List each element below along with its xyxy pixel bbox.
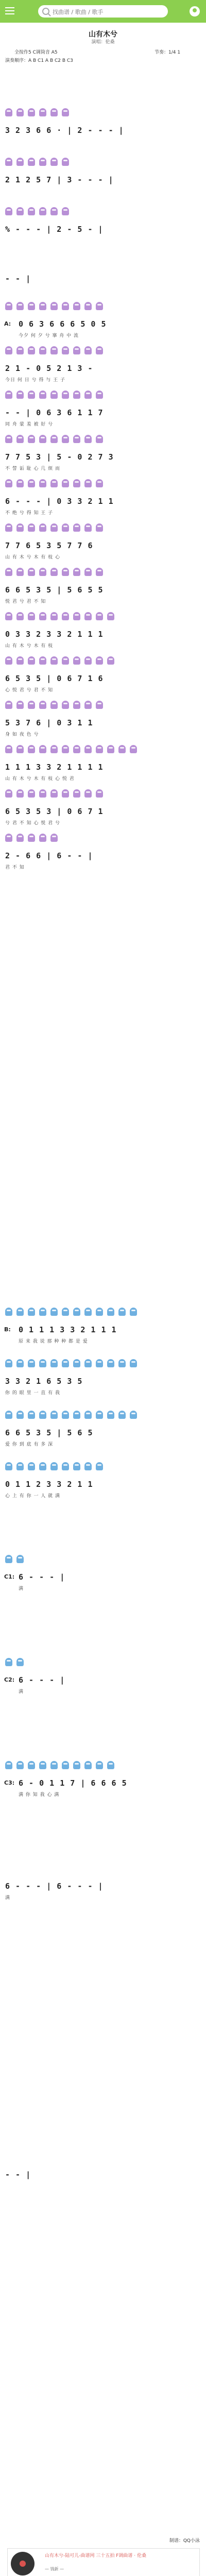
fingering-diagram-icon — [28, 1761, 35, 1769]
fingering-diagram-icon — [39, 789, 46, 798]
fingering-diagram-icon — [16, 1555, 24, 1563]
notation-line: 3 3 2 1 6 5 3 5 — [5, 1377, 83, 1386]
fingering-diagram-icon — [16, 834, 24, 842]
fingering-diagram-icon — [73, 1359, 80, 1367]
fingering-diagram-icon — [16, 479, 24, 487]
fingering-diagram-icon — [16, 612, 24, 620]
fingering-diagram-icon — [5, 207, 12, 215]
fingering-diagram-icon — [28, 1411, 35, 1419]
fingering-diagram-icon — [50, 568, 58, 576]
lyric-line: 山 有 木 兮 木 有 枝 — [5, 643, 54, 649]
notation-line: 6 - - - | 0 3 3 2 1 1 — [5, 497, 114, 506]
fingering-diagram-icon — [28, 745, 35, 753]
fingering-diagram-icon — [28, 701, 35, 709]
fingering-diagram-icon — [28, 523, 35, 532]
fingering-row — [5, 1359, 141, 1367]
song-composer: 演唱：伦桑 — [91, 40, 115, 45]
fingering-diagram-icon — [50, 701, 58, 709]
fingering-diagram-icon — [84, 391, 92, 399]
lyric-line: 兮 君 不 知 心 悦 君 兮 — [5, 821, 61, 826]
lyric-line: 满 — [19, 1689, 24, 1694]
fingering-diagram-icon — [96, 302, 103, 310]
fingering-diagram-icon — [39, 302, 46, 310]
fingering-diagram-icon — [62, 1411, 69, 1419]
fingering-diagram-icon — [16, 346, 24, 354]
fingering-diagram-icon — [50, 1761, 58, 1769]
fingering-diagram-icon — [39, 1308, 46, 1316]
fingering-diagram-icon — [84, 1761, 92, 1769]
lyric-line: 满 — [19, 1586, 24, 1591]
fingering-diagram-icon — [5, 701, 12, 709]
notation-line: 6 - - - | — [19, 1572, 65, 1582]
notation-line: 0 6 3 6 6 6 5 0 5 — [19, 319, 107, 329]
notation-line: 1 1 1 3 3 2 1 1 1 1 — [5, 762, 104, 772]
notation-line: 6 6 5 3 5 | 5 6 5 — [5, 1428, 93, 1437]
fingering-diagram-icon — [107, 1761, 114, 1769]
fingering-diagram-icon — [50, 1462, 58, 1470]
fingering-diagram-icon — [62, 1462, 69, 1470]
fingering-diagram-icon — [84, 745, 92, 753]
fingering-diagram-icon — [84, 1462, 92, 1470]
fingering-diagram-icon — [50, 435, 58, 443]
notation-line: 0 1 1 1 3 3 2 1 1 1 — [19, 1325, 117, 1334]
notation-line: 6 5 3 5 3 | 0 6 7 1 — [5, 807, 104, 816]
fingering-diagram-icon — [5, 523, 12, 532]
fingering-diagram-icon — [50, 745, 58, 753]
fingering-diagram-icon — [5, 745, 12, 753]
fingering-diagram-icon — [84, 656, 92, 665]
fingering-diagram-icon — [62, 789, 69, 798]
top-bar — [0, 0, 206, 23]
lyric-line: 山 有 木 兮 木 有 枝 心 — [5, 555, 61, 560]
music-player[interactable] — [7, 2548, 200, 2576]
notation-line: 6 6 5 3 5 | 5 6 5 5 — [5, 585, 104, 595]
fingering-diagram-icon — [62, 745, 69, 753]
fingering-diagram-icon — [73, 789, 80, 798]
fingering-diagram-icon — [39, 568, 46, 576]
fingering-diagram-icon — [16, 1761, 24, 1769]
notation-line: 2 1 - 0 5 2 1 3 - — [5, 364, 93, 373]
notation-line: 3 2 3 6 6 · | 2 - - - | — [5, 126, 124, 135]
fingering-diagram-icon — [5, 346, 12, 354]
fingering-diagram-icon — [84, 612, 92, 620]
fingering-diagram-icon — [16, 158, 24, 166]
fingering-row — [5, 523, 107, 532]
fingering-diagram-icon — [130, 745, 137, 753]
fingering-diagram-icon — [73, 1411, 80, 1419]
fingering-row — [5, 701, 107, 709]
fingering-diagram-icon — [28, 656, 35, 665]
fingering-diagram-icon — [5, 656, 12, 665]
fingering-diagram-icon — [16, 789, 24, 798]
lyric-line: 身 如 夜 色 兮 — [5, 732, 39, 737]
fingering-diagram-icon — [62, 612, 69, 620]
fingering-diagram-icon — [16, 523, 24, 532]
fingering-diagram-icon — [16, 108, 24, 116]
fingering-diagram-icon — [96, 1359, 103, 1367]
fingering-diagram-icon — [5, 435, 12, 443]
fingering-diagram-icon — [50, 1308, 58, 1316]
fingering-row — [5, 346, 107, 354]
fingering-diagram-icon — [73, 523, 80, 532]
notation-line: 0 3 3 2 3 3 2 1 1 1 — [5, 630, 104, 639]
fingering-row — [5, 1658, 28, 1666]
fingering-diagram-icon — [73, 1761, 80, 1769]
fingering-row — [5, 745, 141, 753]
fingering-diagram-icon — [62, 346, 69, 354]
fingering-diagram-icon — [39, 834, 46, 842]
fingering-diagram-icon — [16, 568, 24, 576]
fingering-diagram-icon — [118, 1308, 126, 1316]
rehearsal-mark: A: — [4, 320, 11, 327]
fingering-row — [5, 207, 73, 215]
fingering-diagram-icon — [39, 656, 46, 665]
fingering-diagram-icon — [73, 701, 80, 709]
notation-line: 7 7 6 5 3 5 7 7 6 — [5, 541, 93, 550]
notation-line: 6 - 0 1 1 7 | 6 6 6 5 — [19, 1778, 127, 1788]
user-icon[interactable] — [190, 6, 200, 16]
fingering-diagram-icon — [50, 612, 58, 620]
fingering-diagram-icon — [28, 834, 35, 842]
fingering-diagram-icon — [107, 745, 114, 753]
fingering-diagram-icon — [118, 745, 126, 753]
fingering-diagram-icon — [96, 789, 103, 798]
fingering-diagram-icon — [73, 656, 80, 665]
fingering-diagram-icon — [84, 479, 92, 487]
fingering-diagram-icon — [39, 207, 46, 215]
fingering-diagram-icon — [62, 391, 69, 399]
fingering-diagram-icon — [28, 568, 35, 576]
fingering-row — [5, 158, 73, 166]
fingering-diagram-icon — [5, 1658, 12, 1666]
fingering-diagram-icon — [84, 789, 92, 798]
menu-icon[interactable] — [5, 7, 14, 8]
fingering-diagram-icon — [107, 1411, 114, 1419]
fingering-diagram-icon — [96, 346, 103, 354]
fingering-diagram-icon — [28, 302, 35, 310]
fingering-row — [5, 1308, 141, 1316]
fingering-diagram-icon — [62, 435, 69, 443]
rehearsal-mark: C1: — [4, 1573, 15, 1580]
fingering-diagram-icon — [39, 1411, 46, 1419]
lyric-line: 爱 你 到 底 有 多 深 — [5, 1442, 54, 1447]
fingering-row — [5, 612, 118, 620]
fingering-diagram-icon — [96, 701, 103, 709]
fingering-diagram-icon — [62, 701, 69, 709]
rehearsal-mark: C3: — [4, 1780, 15, 1786]
fingering-diagram-icon — [28, 207, 35, 215]
fingering-diagram-icon — [50, 523, 58, 532]
fingering-diagram-icon — [118, 1411, 126, 1419]
fingering-diagram-icon — [62, 568, 69, 576]
player-title: 山有木兮-陆可儿-曲谱网 三十五拍 F调曲谱 · 伦桑 — [45, 2553, 146, 2558]
fingering-row — [5, 391, 107, 399]
fingering-diagram-icon — [16, 1462, 24, 1470]
fingering-diagram-icon — [16, 435, 24, 443]
fingering-diagram-icon — [107, 612, 114, 620]
fingering-diagram-icon — [39, 391, 46, 399]
fingering-diagram-icon — [50, 158, 58, 166]
notation-line: - - | — [5, 2170, 31, 2179]
fingering-row — [5, 1462, 107, 1470]
notation-line: 6 5 3 5 | 0 6 7 1 6 — [5, 674, 104, 683]
fingering-diagram-icon — [118, 1359, 126, 1367]
fingering-diagram-icon — [84, 1411, 92, 1419]
song-sequence: 演奏顺序：A B C1 A B C2 B C3 — [5, 58, 73, 63]
fingering-diagram-icon — [16, 207, 24, 215]
fingering-diagram-icon — [16, 656, 24, 665]
fingering-diagram-icon — [73, 1462, 80, 1470]
fingering-diagram-icon — [130, 1359, 137, 1367]
fingering-diagram-icon — [84, 346, 92, 354]
lyric-line: 今夕 何 夕 兮 搴 舟 中 流 — [19, 333, 79, 338]
fingering-diagram-icon — [39, 1462, 46, 1470]
fingering-diagram-icon — [28, 435, 35, 443]
fingering-diagram-icon — [84, 701, 92, 709]
fingering-diagram-icon — [84, 523, 92, 532]
search-input[interactable] — [52, 7, 162, 17]
notation-line: 5 3 7 6 | 0 3 1 1 — [5, 718, 93, 727]
fingering-diagram-icon — [5, 1555, 12, 1563]
fingering-diagram-icon — [5, 568, 12, 576]
fingering-diagram-icon — [50, 656, 58, 665]
fingering-diagram-icon — [107, 1308, 114, 1316]
lyric-line: 君 不 知 — [5, 865, 25, 870]
fingering-diagram-icon — [50, 207, 58, 215]
fingering-diagram-icon — [39, 612, 46, 620]
fingering-diagram-icon — [62, 523, 69, 532]
fingering-diagram-icon — [50, 789, 58, 798]
fingering-diagram-icon — [16, 1308, 24, 1316]
lyric-line: 满 — [5, 1895, 11, 1901]
fingering-diagram-icon — [62, 1359, 69, 1367]
fingering-diagram-icon — [62, 656, 69, 665]
fingering-diagram-icon — [96, 1308, 103, 1316]
fingering-diagram-icon — [84, 1308, 92, 1316]
fingering-diagram-icon — [39, 1761, 46, 1769]
fingering-diagram-icon — [28, 612, 35, 620]
lyric-line: 不 绝 兮 得 知 王 子 — [5, 511, 54, 516]
fingering-diagram-icon — [73, 346, 80, 354]
lyric-line: 原 来 我 说 那 种 种 都 是 爱 — [19, 1339, 88, 1344]
fingering-diagram-icon — [39, 158, 46, 166]
fingering-row — [5, 1555, 28, 1563]
fingering-diagram-icon — [73, 435, 80, 443]
fingering-diagram-icon — [5, 1359, 12, 1367]
lyric-line: 今日 何 日 兮 得 与 王 子 — [5, 378, 66, 383]
fingering-diagram-icon — [28, 391, 35, 399]
fingering-diagram-icon — [96, 435, 103, 443]
notation-line: 6 - - - | 6 - - - | — [5, 1882, 104, 1891]
fingering-diagram-icon — [96, 523, 103, 532]
song-title: 山有木兮 — [89, 30, 117, 39]
lyric-line: 满 你 知 我 心 满 — [19, 1792, 60, 1798]
fingering-diagram-icon — [73, 479, 80, 487]
fingering-diagram-icon — [62, 479, 69, 487]
lyric-line: 悦 君 兮 君 不 知 — [5, 599, 46, 604]
fingering-diagram-icon — [73, 391, 80, 399]
fingering-diagram-icon — [5, 479, 12, 487]
fingering-diagram-icon — [5, 789, 12, 798]
fingering-diagram-icon — [50, 834, 58, 842]
notation-line: % - - - | 2 - 5 - | — [5, 225, 104, 234]
fingering-diagram-icon — [5, 391, 12, 399]
lyric-line: 不 訾 诟 耻 心 几 烦 而 — [5, 466, 61, 471]
player-sub: — 钱新 — — [45, 2567, 64, 2571]
fingering-diagram-icon — [16, 1411, 24, 1419]
fingering-diagram-icon — [130, 1411, 137, 1419]
fingering-diagram-icon — [84, 568, 92, 576]
fingering-diagram-icon — [5, 1411, 12, 1419]
fingering-diagram-icon — [73, 568, 80, 576]
rehearsal-mark: C2: — [4, 1676, 15, 1683]
fingering-diagram-icon — [5, 1462, 12, 1470]
fingering-diagram-icon — [16, 1658, 24, 1666]
notation-line: - - | 0 6 3 6 1 1 7 — [5, 408, 104, 417]
fingering-row — [5, 1761, 118, 1769]
fingering-diagram-icon — [62, 1308, 69, 1316]
fingering-diagram-icon — [39, 1359, 46, 1367]
fingering-diagram-icon — [28, 789, 35, 798]
search-box[interactable] — [38, 5, 168, 18]
lyric-line: 心 悦 君 兮 君 不 知 — [5, 688, 54, 693]
fingering-diagram-icon — [73, 302, 80, 310]
fingering-diagram-icon — [107, 1359, 114, 1367]
fingering-diagram-icon — [16, 302, 24, 310]
notation-line: 2 - 6 6 | 6 - - | — [5, 851, 93, 860]
lyric-line: 同 舟 蒙 羞 被 好 兮 — [5, 422, 54, 427]
fingering-diagram-icon — [96, 745, 103, 753]
fingering-diagram-icon — [50, 346, 58, 354]
fingering-diagram-icon — [96, 391, 103, 399]
fingering-diagram-icon — [28, 1308, 35, 1316]
fingering-diagram-icon — [73, 1308, 80, 1316]
fingering-diagram-icon — [16, 745, 24, 753]
fingering-row — [5, 302, 107, 310]
fingering-diagram-icon — [84, 435, 92, 443]
fingering-row — [5, 568, 107, 576]
fingering-diagram-icon — [73, 612, 80, 620]
fingering-diagram-icon — [16, 1359, 24, 1367]
fingering-diagram-icon — [96, 1761, 103, 1769]
score-credit: 制谱：QQ小泳 — [169, 2538, 200, 2544]
rehearsal-mark: B: — [4, 1326, 11, 1333]
notation-line: 7 7 5 3 | 5 - 0 2 7 3 — [5, 452, 114, 462]
fingering-row — [5, 479, 107, 487]
lyric-line: 你 的 眼 里 一 直 有 我 — [5, 1391, 61, 1396]
fingering-diagram-icon — [5, 1308, 12, 1316]
fingering-diagram-icon — [50, 1359, 58, 1367]
fingering-diagram-icon — [62, 108, 69, 116]
fingering-diagram-icon — [5, 158, 12, 166]
fingering-diagram-icon — [39, 108, 46, 116]
fingering-diagram-icon — [28, 1462, 35, 1470]
fingering-diagram-icon — [50, 108, 58, 116]
song-tempo: 节奏：1/4 1 — [154, 50, 181, 55]
fingering-diagram-icon — [28, 346, 35, 354]
fingering-diagram-icon — [5, 302, 12, 310]
lyric-line: 心 上 有 你 一 人 就 满 — [5, 1494, 61, 1499]
fingering-diagram-icon — [5, 612, 12, 620]
fingering-diagram-icon — [96, 479, 103, 487]
fingering-diagram-icon — [96, 568, 103, 576]
notation-line: 2 1 2 5 7 | 3 - - - | — [5, 175, 114, 184]
song-mode: 全按作5 C调筒音 A5 — [14, 50, 58, 55]
fingering-diagram-icon — [39, 523, 46, 532]
notation-line: 0 1 1 2 3 3 2 1 1 — [5, 1480, 93, 1489]
fingering-diagram-icon — [62, 207, 69, 215]
fingering-diagram-icon — [5, 1761, 12, 1769]
fingering-row — [5, 656, 118, 665]
fingering-row — [5, 789, 107, 798]
fingering-diagram-icon — [28, 108, 35, 116]
fingering-diagram-icon — [96, 612, 103, 620]
fingering-diagram-icon — [28, 1359, 35, 1367]
fingering-diagram-icon — [73, 745, 80, 753]
fingering-diagram-icon — [16, 701, 24, 709]
fingering-diagram-icon — [62, 158, 69, 166]
fingering-diagram-icon — [50, 391, 58, 399]
lyric-line: 山 有 木 兮 木 有 枝 心 悦 君 — [5, 776, 75, 782]
fingering-diagram-icon — [84, 1359, 92, 1367]
fingering-diagram-icon — [50, 479, 58, 487]
fingering-diagram-icon — [50, 302, 58, 310]
fingering-diagram-icon — [50, 1411, 58, 1419]
disc-icon[interactable] — [11, 2552, 35, 2575]
search-icon — [42, 8, 49, 15]
fingering-diagram-icon — [39, 745, 46, 753]
fingering-diagram-icon — [39, 479, 46, 487]
fingering-diagram-icon — [62, 1761, 69, 1769]
fingering-diagram-icon — [130, 1308, 137, 1316]
fingering-diagram-icon — [39, 435, 46, 443]
fingering-diagram-icon — [28, 479, 35, 487]
fingering-diagram-icon — [5, 108, 12, 116]
fingering-row — [5, 435, 107, 443]
fingering-diagram-icon — [5, 834, 12, 842]
fingering-diagram-icon — [39, 701, 46, 709]
fingering-row — [5, 1411, 141, 1419]
fingering-diagram-icon — [96, 1462, 103, 1470]
fingering-diagram-icon — [96, 1411, 103, 1419]
fingering-diagram-icon — [39, 346, 46, 354]
fingering-row — [5, 834, 62, 842]
fingering-diagram-icon — [84, 302, 92, 310]
fingering-diagram-icon — [96, 656, 103, 665]
fingering-diagram-icon — [107, 656, 114, 665]
fingering-diagram-icon — [16, 391, 24, 399]
fingering-diagram-icon — [28, 158, 35, 166]
notation-line: 6 - - - | — [19, 1675, 65, 1685]
notation-line: - - | — [5, 274, 31, 283]
fingering-diagram-icon — [62, 302, 69, 310]
fingering-row — [5, 108, 73, 116]
